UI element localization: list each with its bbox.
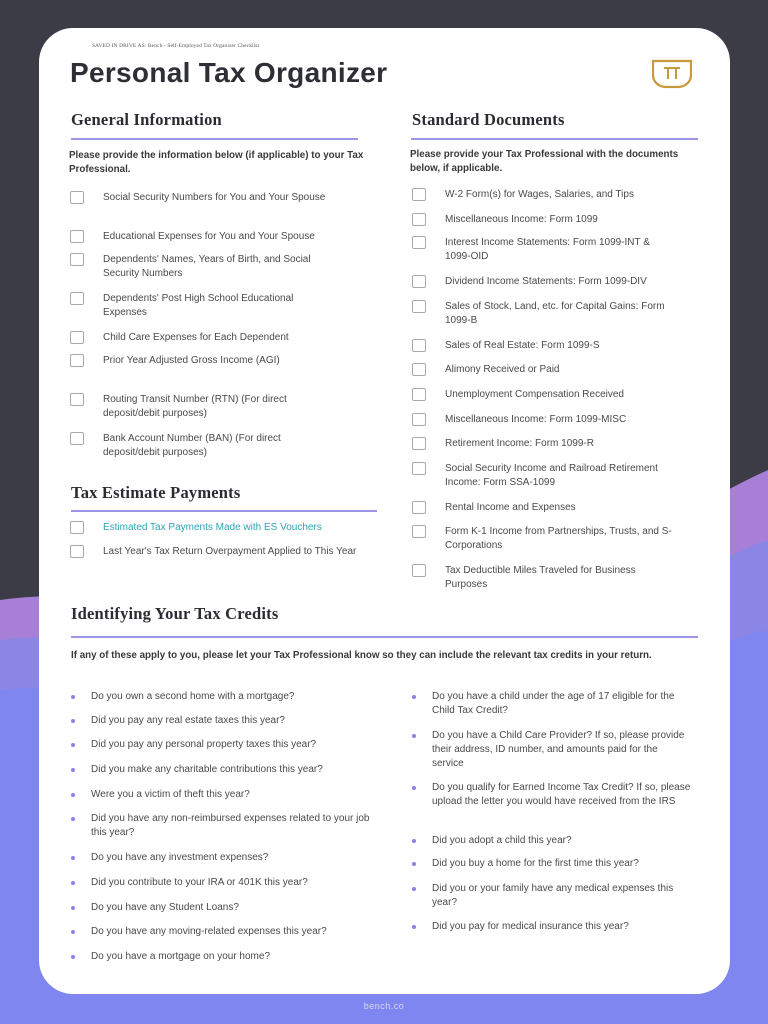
question-label: Did you pay any real estate taxes this year? — [91, 715, 285, 726]
bench-logo-icon — [652, 59, 692, 89]
checklist-item — [412, 188, 677, 202]
general-intro: Please provide the information below (if applicable) to your Tax Professional. — [69, 150, 364, 175]
question-label: Did you or your family have any medical expenses this year? — [432, 883, 674, 908]
bullet-icon — [71, 719, 75, 723]
general-information-heading: General Information — [71, 110, 222, 129]
checklist-item-label: Dividend Income Statements: Form 1099-DIV — [445, 276, 647, 287]
checklist-item-label: Sales of Stock, Land, etc. for Capital Gains: Form 1099-B — [445, 301, 665, 326]
tax-estimate-heading: Tax Estimate Payments — [71, 483, 241, 502]
question-item — [71, 950, 371, 964]
question-item — [412, 781, 692, 809]
checkbox[interactable] — [412, 188, 426, 201]
question-item — [412, 920, 692, 934]
checklist-item — [412, 213, 677, 227]
checklist-item-label: Miscellaneous Income: Form 1099 — [445, 214, 598, 225]
checklist-item-label: Alimony Received or Paid — [445, 364, 560, 375]
bullet-icon — [412, 786, 416, 790]
question-item — [412, 882, 692, 910]
bullet-icon — [71, 793, 75, 797]
question-item — [71, 788, 371, 802]
question-item — [71, 738, 371, 752]
checkbox[interactable] — [70, 545, 84, 558]
credits-divider — [71, 636, 698, 638]
checkbox[interactable] — [412, 525, 426, 538]
question-label: Do you have a child under the age of 17 eligible for the Child Tax Credit? — [432, 691, 675, 716]
standard-divider — [411, 138, 698, 140]
checkbox[interactable] — [412, 300, 426, 313]
bullet-icon — [412, 925, 416, 929]
credits-intro: If any of these apply to you, please let your Tax Professional know so they can include the relevant tax credits in your return. — [71, 650, 652, 661]
checklist-item — [412, 363, 677, 377]
bullet-icon — [71, 856, 75, 860]
checklist-item — [412, 413, 677, 427]
question-item — [412, 857, 692, 871]
checkbox[interactable] — [412, 413, 426, 426]
standard-documents-heading: Standard Documents — [412, 110, 565, 129]
bullet-icon — [71, 695, 75, 699]
question-item — [71, 925, 371, 939]
checklist-item-label: Interest Income Statements: Form 1099-INT & 1099-OID — [445, 237, 650, 262]
page-title: Personal Tax Organizer — [70, 57, 388, 88]
question-item — [412, 834, 692, 848]
question-label: Do you have any investment expenses? — [91, 852, 269, 863]
standard-intro: Please provide your Tax Professional with the documents below, if applicable. — [410, 149, 679, 174]
checkbox[interactable] — [70, 191, 84, 204]
checkbox[interactable] — [412, 213, 426, 226]
checklist-item-label: Prior Year Adjusted Gross Income (AGI) — [103, 355, 280, 366]
checklist-item-label: Social Security Income and Railroad Retirement Income: Form SSA-1099 — [445, 463, 658, 488]
checklist-item-label: Last Year's Tax Return Overpayment Applied to This Year — [103, 546, 357, 557]
estimate-divider — [71, 510, 377, 512]
checklist-item — [412, 236, 677, 264]
bullet-icon — [71, 768, 75, 772]
checkbox[interactable] — [412, 437, 426, 450]
bullet-icon — [71, 743, 75, 747]
checklist-item — [412, 564, 677, 592]
question-label: Did you pay for medical insurance this year? — [432, 921, 629, 932]
checklist-item — [412, 388, 677, 402]
checklist-item — [70, 331, 340, 345]
question-item — [71, 763, 371, 777]
checklist-item-label: Routing Transit Number (RTN) (For direct deposit/debit purposes) — [103, 394, 287, 419]
question-item — [71, 876, 371, 890]
checkbox[interactable] — [412, 275, 426, 288]
question-label: Do you have a Child Care Provider? If so, please provide their address, ID number, and amounts paid for the service — [432, 730, 685, 769]
checklist-item — [70, 354, 340, 368]
question-item — [412, 690, 692, 718]
question-label: Did you adopt a child this year? — [432, 835, 572, 846]
checklist-item-label: Educational Expenses for You and Your Spouse — [103, 231, 315, 242]
checkbox[interactable] — [70, 354, 84, 367]
checkbox[interactable] — [70, 521, 84, 534]
checklist-item — [70, 230, 340, 244]
bullet-icon — [412, 734, 416, 738]
bullet-icon — [412, 695, 416, 699]
checklist-item-label: Dependents' Names, Years of Birth, and Social Security Numbers — [103, 254, 311, 279]
checkbox[interactable] — [70, 230, 84, 243]
organizer-card — [39, 28, 730, 994]
checklist-item — [70, 191, 340, 205]
checklist-item — [70, 253, 340, 281]
bullet-icon — [71, 955, 75, 959]
bullet-icon — [412, 839, 416, 843]
checkbox[interactable] — [412, 339, 426, 352]
checklist-item-label: Child Care Expenses for Each Dependent — [103, 332, 289, 343]
checklist-item-label: Retirement Income: Form 1099-R — [445, 438, 594, 449]
question-item — [71, 690, 371, 704]
checklist-item — [412, 462, 677, 490]
bullet-icon — [71, 930, 75, 934]
question-label: Do you have any Student Loans? — [91, 902, 239, 913]
checklist-item-label: Form K-1 Income from Partnerships, Trusts, and S-Corporations — [445, 526, 672, 551]
bullet-icon — [71, 817, 75, 821]
checkbox[interactable] — [412, 564, 426, 577]
checklist-item — [70, 292, 340, 320]
checklist-item — [70, 545, 360, 559]
checklist-item — [70, 432, 340, 460]
question-label: Did you make any charitable contributions this year? — [91, 764, 323, 775]
checklist-item — [70, 393, 340, 421]
checkbox[interactable] — [70, 253, 84, 266]
question-label: Do you qualify for Earned Income Tax Credit? If so, please upload the letter you would have received from the IRS — [432, 782, 691, 807]
checklist-item-label: W-2 Form(s) for Wages, Salaries, and Tips — [445, 189, 634, 200]
checkbox[interactable] — [412, 236, 426, 249]
checklist-item-label: Rental Income and Expenses — [445, 502, 576, 513]
checkbox[interactable] — [70, 432, 84, 445]
checklist-item — [412, 275, 677, 289]
checklist-item — [70, 521, 360, 535]
checklist-item-label: Dependents' Post High School Educational Expenses — [103, 293, 294, 318]
checklist-item-label: Miscellaneous Income: Form 1099-MISC — [445, 414, 627, 425]
checklist-item-label: Estimated Tax Payments Made with ES Vouchers — [103, 522, 322, 533]
checkbox[interactable] — [70, 393, 84, 406]
bullet-icon — [412, 862, 416, 866]
question-item — [71, 901, 371, 915]
question-label: Were you a victim of theft this year? — [91, 789, 250, 800]
checkbox[interactable] — [412, 363, 426, 376]
question-item — [412, 729, 692, 771]
checklist-item — [412, 437, 677, 451]
tax-credits-heading: Identifying Your Tax Credits — [71, 604, 279, 623]
bullet-icon — [71, 906, 75, 910]
question-item — [71, 851, 371, 865]
general-divider — [71, 138, 358, 140]
bullet-icon — [71, 881, 75, 885]
checkbox[interactable] — [70, 331, 84, 344]
question-item — [71, 714, 371, 728]
checklist-item — [412, 339, 677, 353]
checkbox[interactable] — [412, 462, 426, 475]
question-item — [71, 812, 371, 840]
checklist-item — [412, 501, 677, 515]
checklist-item-label: Bank Account Number (BAN) (For direct deposit/debit purposes) — [103, 433, 281, 458]
footer-url[interactable]: bench.co — [363, 1001, 405, 1011]
question-label: Do you own a second home with a mortgage? — [91, 691, 295, 702]
question-label: Did you pay any personal property taxes this year? — [91, 739, 317, 750]
question-label: Did you contribute to your IRA or 401K this year? — [91, 877, 308, 888]
checkbox[interactable] — [70, 292, 84, 305]
checkbox[interactable] — [412, 388, 426, 401]
checklist-item-label: Tax Deductible Miles Traveled for Business Purposes — [445, 565, 636, 590]
checklist-item-label: Social Security Numbers for You and Your Spouse — [103, 192, 326, 203]
question-label: Do you have any moving-related expenses this year? — [91, 926, 327, 937]
question-label: Did you have any non-reimbursed expenses related to your job this year? — [91, 813, 370, 838]
checklist-item-label: Sales of Real Estate: Form 1099-S — [445, 340, 600, 351]
question-label: Do you have a mortgage on your home? — [91, 951, 270, 962]
checklist-item-label: Unemployment Compensation Received — [445, 389, 624, 400]
checklist-item — [412, 525, 677, 553]
saved-note: SAVED IN DRIVE AS: Bench - Self-Employed Tax Organizer Checklist — [92, 43, 260, 49]
checkbox[interactable] — [412, 501, 426, 514]
bullet-icon — [412, 887, 416, 891]
checklist-item — [412, 300, 677, 328]
question-label: Did you buy a home for the first time this year? — [432, 858, 639, 869]
